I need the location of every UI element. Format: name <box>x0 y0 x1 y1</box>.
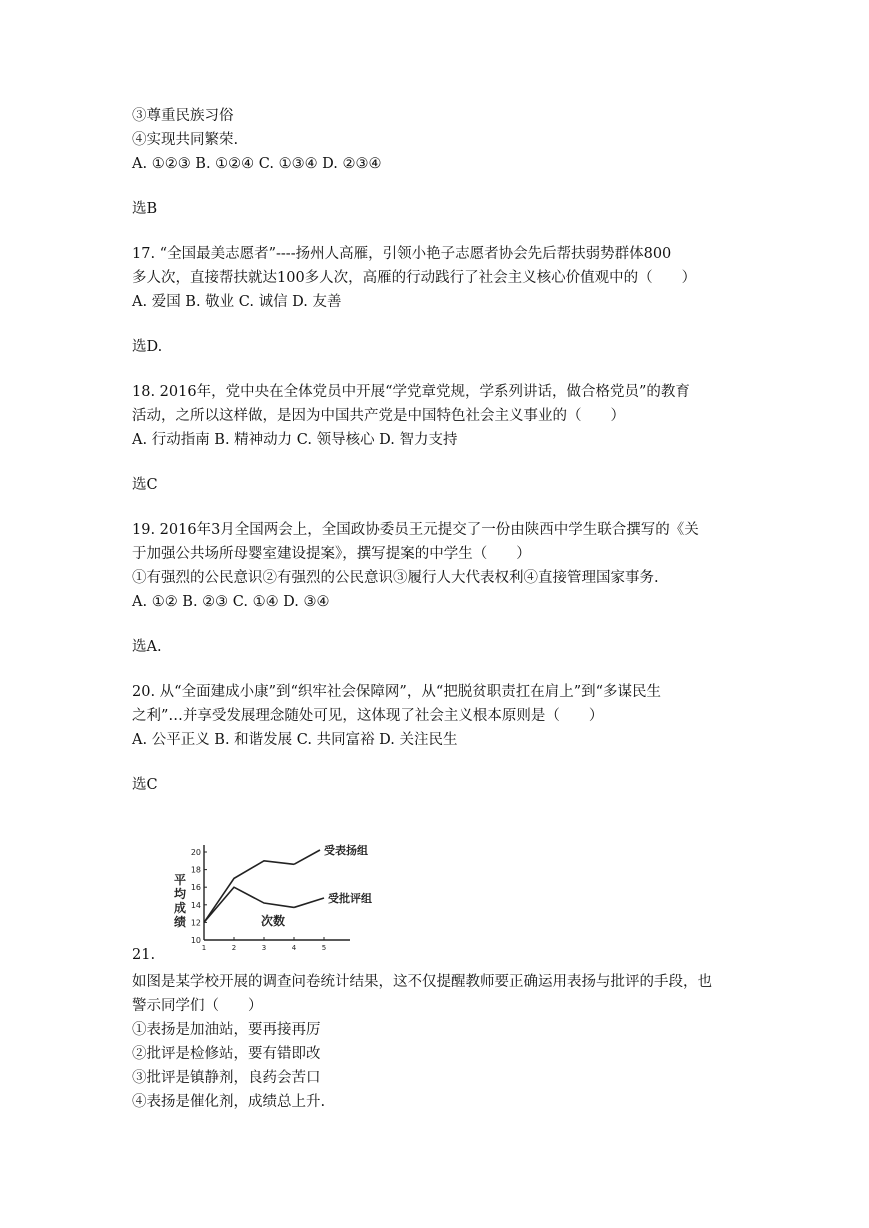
y-axis-label-char: 绩 <box>173 915 187 929</box>
q21-stem-line-2: 警示同学们（ ） <box>132 998 263 1014</box>
x-tick-label: 1 <box>201 944 207 952</box>
q19-stem-line-2: 于加强公共场所母婴室建设提案》，撰写提案的中学生（ ） <box>132 546 531 562</box>
q20-stem-line-2: 之利”…并享受发展理念随处可见，这体现了社会主义根本原则是（ ） <box>132 708 604 724</box>
series-leader-1 <box>294 850 320 864</box>
q21-option-3: ③批评是镇静剂，良药会苦口 <box>132 1070 321 1086</box>
x-tick-label: 5 <box>321 944 327 952</box>
series-leader-2 <box>294 898 324 907</box>
q16-option-4: ④实现共同繁荣. <box>132 132 239 148</box>
y-tick-label: 12 <box>190 918 201 928</box>
x-tick-label: 3 <box>261 944 267 952</box>
x-tick-label: 2 <box>231 944 237 952</box>
q21-number: 21. <box>132 947 156 963</box>
q18-choices: A. 行动指南 B. 精神动力 C. 领导核心 D. 智力支持 <box>132 432 458 448</box>
q18-stem-line-1: 18. 2016年，党中央在全体党员中开展“学党章党规，学系列讲话，做合格党员”的教育 <box>132 384 690 400</box>
q16-option-3: ③尊重民族习俗 <box>132 108 234 124</box>
y-axis-label-char: 均 <box>173 887 187 901</box>
y-tick-label: 20 <box>190 848 201 857</box>
q20-choices: A. 公平正义 B. 和谐发展 C. 共同富裕 D. 关注民生 <box>132 732 458 748</box>
q18-answer: 选C <box>132 477 158 493</box>
x-axis-label: 次数 <box>260 914 286 928</box>
q19-statements: ①有强烈的公民意识②有强烈的公民意识③履行人大代表权利④直接管理国家事务. <box>132 570 659 586</box>
series-label-1: 受表扬组 <box>324 844 368 857</box>
q20-stem-line-1: 20. 从“全面建成小康”到“织牢社会保障网”，从“把脱贫职责扛在肩上”到“多谋民生 <box>132 684 662 700</box>
y-axis-label-char: 平 <box>173 873 187 887</box>
y-tick-label: 16 <box>190 883 201 893</box>
q19-answer: 选A. <box>132 639 162 655</box>
y-tick-label: 18 <box>190 865 201 875</box>
q21-option-1: ①表扬是加油站，要再接再厉 <box>132 1022 321 1038</box>
q21-option-4: ④表扬是催化剂，成绩总上升. <box>132 1094 326 1110</box>
q20-answer: 选C <box>132 777 158 793</box>
y-tick-label: 10 <box>190 936 201 945</box>
q17-choices: A. 爱国 B. 敬业 C. 诚信 D. 友善 <box>132 294 342 310</box>
q16-answer: 选B <box>132 201 158 217</box>
q17-stem-line-2: 多人次，直接帮扶就达100多人次，高雁的行动践行了社会主义核心价值观中的（ ） <box>132 270 697 286</box>
x-tick-label: 4 <box>291 944 297 952</box>
q21-stem-line-1: 如图是某学校开展的调查问卷统计结果，这不仅提醒教师要正确运用表扬与批评的手段，也 <box>132 974 712 990</box>
q17-answer: 选D. <box>132 339 163 355</box>
q19-choices: A. ①② B. ②③ C. ①④ D. ③④ <box>132 594 330 610</box>
q19-stem-line-1: 19. 2016年3月全国两会上，全国政协委员王元提交了一份由陕西中学生联合撰写的《关 <box>132 522 699 538</box>
chart-svg <box>132 830 372 955</box>
series-label-2: 受批评组 <box>328 892 372 905</box>
q17-stem-line-1: 17. “全国最美志愿者”----扬州人高雁，引领小艳子志愿者协会先后帮扶弱势群体800 <box>132 246 672 262</box>
q21-option-2: ②批评是检修站，要有错即改 <box>132 1046 321 1062</box>
y-axis-label-char: 成 <box>173 901 187 915</box>
q21-chart <box>132 830 372 955</box>
y-tick-label: 14 <box>190 900 201 910</box>
q18-stem-line-2: 活动，之所以这样做，是因为中国共产党是中国特色社会主义事业的（ ） <box>132 408 625 424</box>
q16-choices: A. ①②③ B. ①②④ C. ①③④ D. ②③④ <box>132 156 382 172</box>
